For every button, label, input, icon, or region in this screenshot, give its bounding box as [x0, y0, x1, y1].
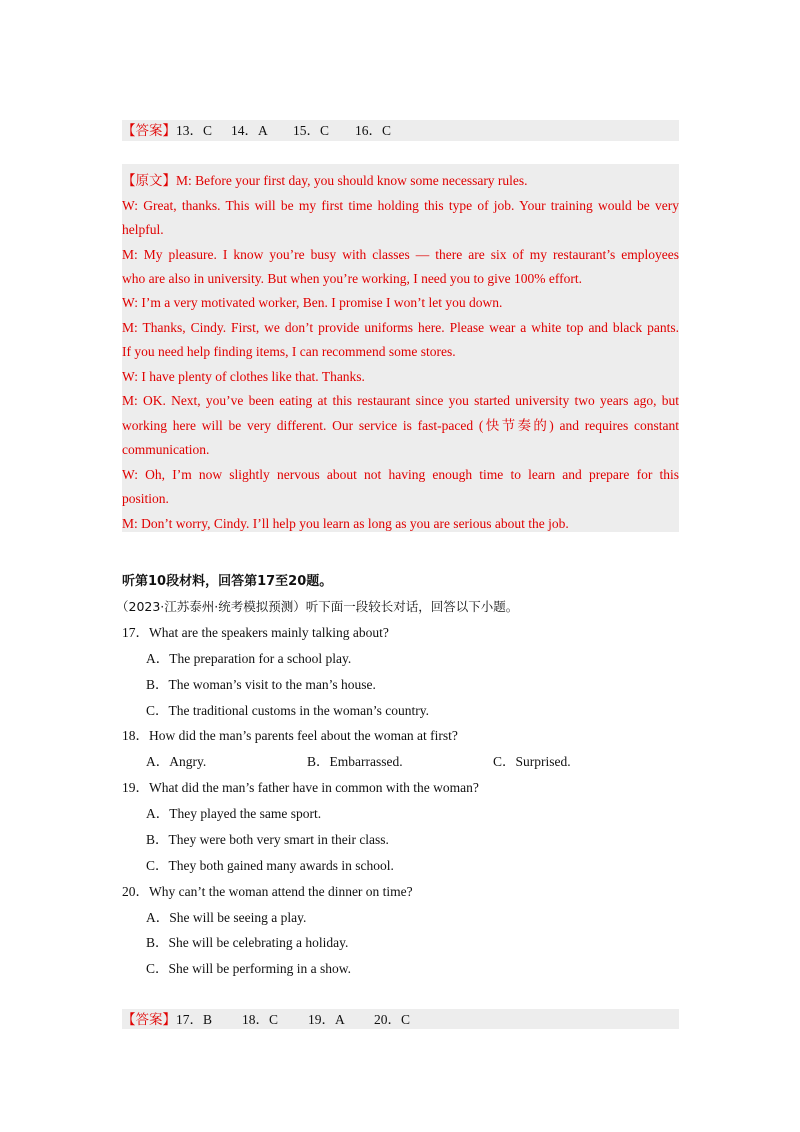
transcript-line: helpful.: [122, 222, 164, 237]
transcript-line: communication.: [122, 442, 210, 457]
answer-item: 17．B: [176, 1012, 213, 1027]
question-19: 19．What did the man’s father have in common with the woman?: [122, 780, 479, 795]
question-17: 17．What are the speakers mainly talking about?: [122, 625, 389, 640]
option-18b: B．Embarrassed.: [307, 754, 403, 769]
option-20b: B．She will be celebrating a holiday.: [146, 935, 349, 950]
option-17a: A．The preparation for a school play.: [146, 651, 352, 666]
option-20a: A．She will be seeing a play.: [146, 910, 307, 925]
option-17b: B．The woman’s visit to the man’s house.: [146, 677, 376, 692]
answer-item: 14．A: [231, 123, 268, 138]
answer-item: 20．C: [374, 1012, 411, 1027]
transcript-line: W: Oh, I’m now slightly nervous about not having enough time to learn and prepare for this: [122, 467, 679, 482]
transcript-tag: 【原文】: [122, 173, 176, 188]
answer-item: 16．C: [355, 123, 392, 138]
option-20c: C．She will be performing in a show.: [146, 961, 351, 976]
transcript-line: working here will be very different. Our service is fast-paced (快节奏的) and requires constant: [122, 418, 679, 433]
question-source: （2023·江苏泰州·统考模拟预测）听下面一段较长对话，回答以下小题。: [116, 599, 519, 614]
question-20: 20．Why can’t the woman attend the dinner on time?: [122, 884, 413, 899]
option-19a: A．They played the same sport.: [146, 806, 322, 821]
option-18a: A．Angry.: [146, 754, 207, 769]
transcript-line: who are also in university. But when you’re working, I need you to give 100% effort.: [122, 271, 583, 286]
transcript-line: W: I’m a very motivated worker, Ben. I promise I won’t let you down.: [122, 295, 503, 310]
transcript-line: position.: [122, 491, 169, 506]
transcript-line: M: My pleasure. I know you’re busy with classes — there are six of my restaurant’s employees: [122, 247, 679, 262]
transcript-line: W: Great, thanks. This will be my first time holding this type of job. Your training would be very: [122, 198, 679, 213]
answer-item: 13．C: [176, 123, 213, 138]
option-19c: C．They both gained many awards in school.: [146, 858, 394, 873]
answer-line-1: [122, 122, 679, 140]
option-18c: C．Surprised.: [493, 754, 571, 769]
answer-line-2: [122, 1011, 679, 1029]
transcript-line: M: Don’t worry, Cindy. I’ll help you learn as long as you are serious about the job.: [122, 516, 569, 531]
answer-item: 18．C: [242, 1012, 279, 1027]
option-17c: C．The traditional customs in the woman’s country.: [146, 703, 429, 718]
transcript-line: M: OK. Next, you’ve been eating at this restaurant since you started university two years ago, but: [122, 393, 679, 408]
section-heading: 听第10段材料，回答第17至20题。: [122, 574, 333, 589]
answer-tag: 【答案】: [122, 123, 176, 138]
transcript-line: M: Thanks, Cindy. First, we don’t provide uniforms here. Please wear a white top and black pants.: [122, 320, 679, 335]
transcript-line: W: I have plenty of clothes like that. Thanks.: [122, 369, 365, 384]
answer-item: 15．C: [293, 123, 330, 138]
transcript-line: 【原文】M: Before your first day, you should know some necessary rules.: [122, 173, 528, 188]
option-19b: B．They were both very smart in their class.: [146, 832, 389, 847]
answer-tag: 【答案】: [122, 1012, 176, 1027]
question-18: 18．How did the man’s parents feel about the woman at first?: [122, 728, 458, 743]
transcript-line: If you need help finding items, I can recommend some stores.: [122, 344, 456, 359]
answer-item: 19．A: [308, 1012, 345, 1027]
